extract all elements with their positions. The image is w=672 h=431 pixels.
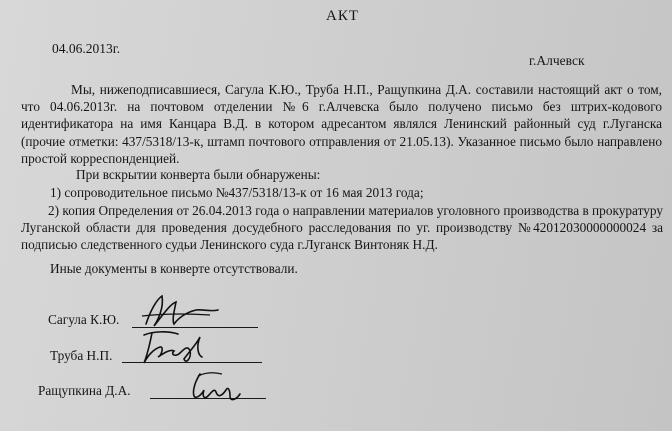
- signature-name-3: Ращупкина Д.А.: [38, 383, 131, 398]
- found-item-1: 1) сопроводительное письмо №437/5318/13-к от 16 мая 2013 года;: [50, 185, 424, 200]
- paragraph-intro: Мы, нижеподписавшиеся, Сагула К.Ю., Труба Н.П., Ращупкина Д.А. составили настоящий акт о том, что 04.06.2013г. на почтовом отделении №6 г.Алчевска было получено письмо без штрих-кодового идентификатора на имя Канцара В.Д. в котором адресантом являлся Ленинский районный суд г.Луганска (прочие отметки: 437/5318/13-к, штамп почтового отправления от 21.05.13). Указанное письмо было направлено простой корреспонденцией.: [21, 82, 662, 166]
- found-intro: При вскрытии конверта были обнаружены:: [76, 167, 321, 182]
- found-item-2: 2) копия Определения от 26.04.2013 года о направлении материалов уголовного производства в прокуратуру Луганской области для проведения досудебного расследования по уг. производству №42012030000000024 за подписью следственного судьи Ленинского суда г.Луганск Винтоняк Н.Д.: [21, 203, 663, 253]
- document-title: АКТ: [326, 8, 359, 24]
- document-city: г.Алчевск: [529, 53, 585, 68]
- document-date: 04.06.2013г.: [52, 41, 121, 56]
- signature-mark-2: [134, 325, 224, 370]
- signature-name-2: Труба Н.П.: [50, 348, 113, 363]
- absent-note: Иные документы в конверте отсутствовали.: [50, 261, 298, 276]
- signature-name-1: Сагула К.Ю.: [48, 312, 120, 327]
- signature-mark-3: [186, 366, 246, 406]
